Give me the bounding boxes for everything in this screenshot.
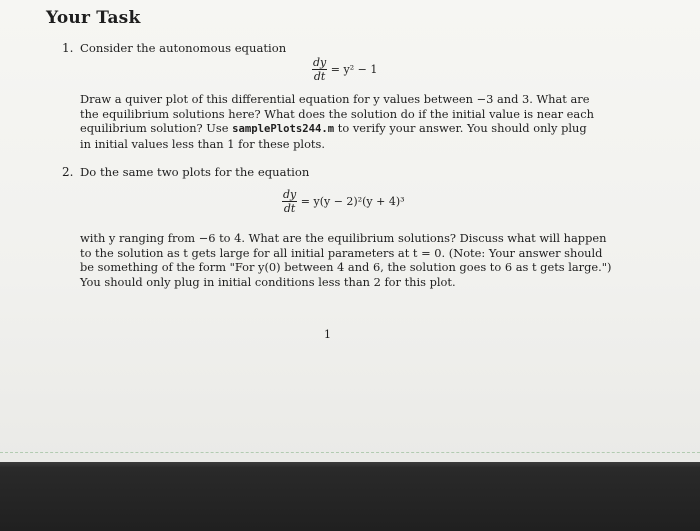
item-2-line-4: You should only plug in initial conditions less than 2 for this plot.: [80, 274, 456, 289]
item-1-denominator: dt: [313, 70, 326, 83]
item-1-line-3: equilibrium solution? Use samplePlots244.m to verify your answer. You should only plug: [80, 121, 587, 136]
item-1-numerator: dy: [313, 56, 327, 69]
item-2-line-1: with y ranging from −6 to 4. What are the equilibrium solutions? Discuss what will happen: [80, 231, 607, 245]
item-2-intro: Do the same two plots for the equation: [80, 165, 310, 179]
monitor-bezel: [0, 462, 700, 531]
item-2-rhs: = y(y − 2)²(y + 4)³: [300, 195, 405, 208]
item-2-paragraph: [80, 231, 616, 289]
page-number: 1: [324, 328, 331, 341]
item-1-line-2: the equilibrium solutions here? What does the solution do if the initial value is near each: [80, 106, 594, 121]
item-1-rhs: = y² − 1: [330, 63, 378, 76]
item-2-fraction: [282, 188, 297, 215]
screen-edge-line: [0, 452, 700, 453]
item-2-line-3: be something of the form "For y(0) between 4 and 6, the solution goes to 6 as t gets large."): [80, 260, 612, 275]
item-1-fraction: [312, 56, 327, 83]
item-2-line-2: to the solution as t gets large for all initial parameters at t = 0. (Note: Your answer should: [80, 245, 603, 260]
item-1-number: 1.: [62, 41, 74, 55]
item-1-intro: Consider the autonomous equation: [80, 41, 287, 55]
item-1-line-4: in initial values less than 1 for these plots.: [80, 136, 325, 151]
item-2-denominator: dt: [283, 202, 296, 215]
item-2-number: 2.: [62, 165, 74, 179]
item-2-equation: [282, 188, 405, 215]
page-title: Your Task: [46, 8, 141, 28]
item-1-paragraph: [80, 92, 616, 151]
item-1-line-1: Draw a quiver plot of this differential equation for y values between −3 and 3. What are: [80, 92, 590, 106]
item-2-numerator: dy: [283, 188, 297, 201]
item-1-equation: [312, 56, 377, 83]
